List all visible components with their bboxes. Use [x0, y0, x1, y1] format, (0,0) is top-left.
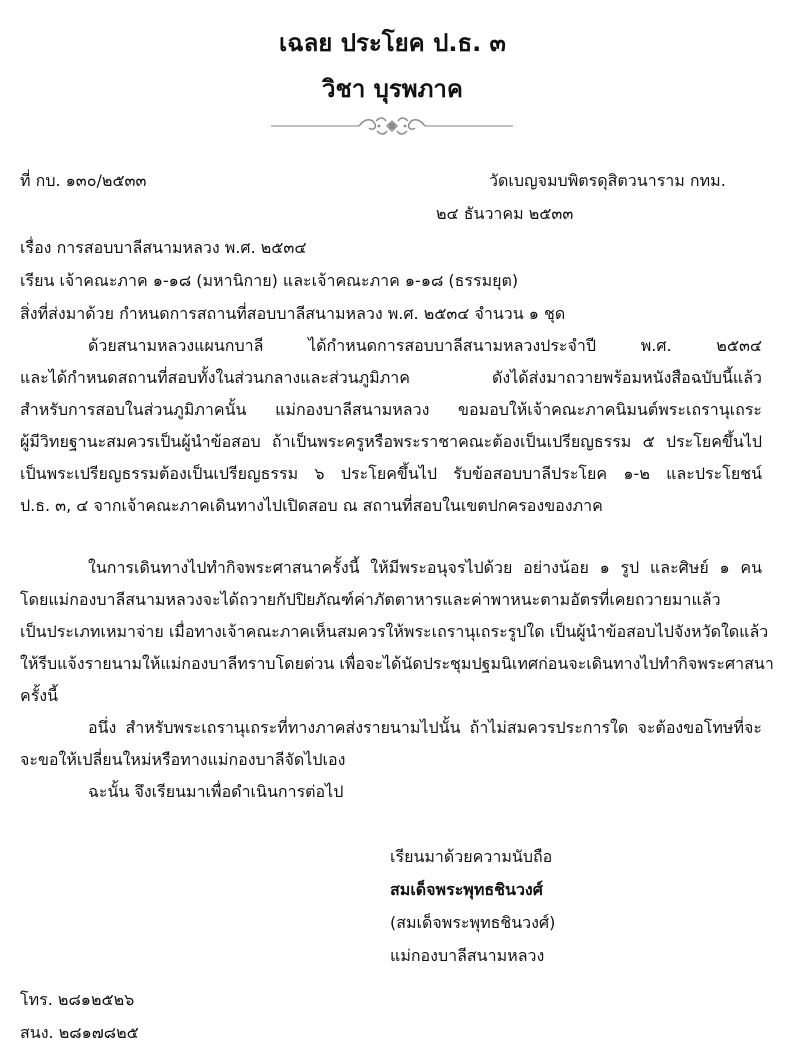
- letter-date: ๒๔ ธันวาคม ๒๕๓๓: [436, 204, 574, 223]
- paragraph-1-line: ด้วยสนามหลวงแผนกบาลี ได้กำหนดการสอบบาลีสนามหลวงประจำปี พ.ศ. ๒๕๓๔: [88, 336, 762, 355]
- paragraph-1-line: เป็นพระเปรียญธรรมต้องเป็นเปรียญธรรม ๖ ประโยคขึ้นไป รับข้อสอบบาลีประโยค ๑-๒ และประโยชน์: [20, 464, 762, 483]
- paragraph-1-line: และได้กำหนดสถานที่สอบทั้งในส่วนกลางและส่วนภูมิภาค ดังได้ส่งมาถวายพร้อมหนังสือฉบับนี้แล้ว: [20, 368, 762, 387]
- decorative-divider-icon: [271, 113, 513, 139]
- paragraph-1-line: ผู้มีวิทยฐานะสมควรเป็นผู้นำข้อสอบ ถ้าเป็นพระครูหรือพระราชาคณะต้องเป็นเปรียญธรรม ๕ ประโยคขึ้นไป: [20, 432, 762, 451]
- paragraph-2-line: ครั้งนี้: [20, 686, 59, 705]
- document-subtitle: วิชา บุรพภาค: [322, 75, 463, 103]
- issuer-place: วัดเบญจมบพิตรดุสิตวนาราม กทม.: [489, 171, 726, 190]
- paragraph-1-line: ป.ธ. ๓, ๔ จากเจ้าคณะภาคเดินทางไปเปิดสอบ ณ สถานที่สอบในเขตปกครองของภาค: [20, 496, 603, 515]
- paragraph-1-line: สำหรับการสอบในส่วนภูมิภาคนั้น แม่กองบาลีสนามหลวง ขอมอบให้เจ้าคณะภาคนิมนต์พระเถรานุเถระ: [20, 400, 762, 419]
- paragraph-3-line: อนึ่ง สำหรับพระเถรานุเถระที่ทางภาคส่งรายนามไปนั้น ถ้าไม่สมควรประการใด จะต้องขอโทษที่จะ: [88, 718, 762, 737]
- paragraph-3-line: จะขอให้เปลี่ยนใหม่หรือทางแม่กองบาลีจัดไปเอง: [20, 750, 346, 769]
- position-title: แม่กองบาลีสนามหลวง: [390, 946, 545, 965]
- enclosure-line: สิ่งที่ส่งมาด้วย กำหนดการสถานที่สอบบาลีสนามหลวง พ.ศ. ๒๕๓๔ จำนวน ๑ ชุด: [20, 304, 566, 323]
- subject-line: เรื่อง การสอบบาลีสนามหลวง พ.ศ. ๒๕๓๔: [20, 238, 307, 257]
- document-title: เฉลย ประโยค ป.ธ. ๓: [279, 29, 506, 57]
- paragraph-2-line: โดยแม่กองบาลีสนามหลวงจะได้ถวายกัปปิยภัณฑ์ค่าภัตตาหารและค่าพาหนะตามอัตรที่เคยถวายมาแล้ว: [20, 590, 721, 609]
- phone-number: โทร. ๒๘๑๒๕๒๖: [20, 990, 135, 1009]
- closing-line: ฉะนั้น จึงเรียนมาเพื่อดำเนินการต่อไป: [88, 782, 344, 801]
- paragraph-2-line: ในการเดินทางไปทำกิจพระศาสนาครั้งนี้ ให้มีพระอนุจรไปด้วย อย่างน้อย ๑ รูป และศิษย์ ๑ คน: [88, 558, 763, 577]
- reference-number: ที่ กบ. ๑๓๐/๒๕๓๓: [20, 171, 147, 190]
- recipient-line: เรียน เจ้าคณะภาค ๑-๑๘ (มหานิกาย) และเจ้าคณะภาค ๑-๑๘ (ธรรมยุต): [20, 271, 519, 290]
- paragraph-2-line: เป็นประเภทเหมาจ่าย เมื่อทางเจ้าคณะภาคเห็นสมควรให้พระเถรานุเถระรูปใด เป็นผู้นำข้อสอบไปจังหวัดใดแล้ว: [20, 622, 769, 641]
- salutation: เรียนมาด้วยความนับถือ: [390, 847, 553, 866]
- signature-name: สมเด็จพระพุทธชินวงศ์: [390, 880, 543, 899]
- fax-number: สนง. ๒๘๑๗๘๒๕: [20, 1023, 139, 1042]
- printed-name: (สมเด็จพระพุทธชินวงศ์): [390, 913, 556, 932]
- paragraph-2-line: ให้รีบแจ้งรายนามให้แม่กองบาลีทราบโดยด่วน เพื่อจะได้นัดประชุมปฐมนิเทศก่อนจะเดินทางไปทำกิจพระศาสนา: [20, 654, 774, 673]
